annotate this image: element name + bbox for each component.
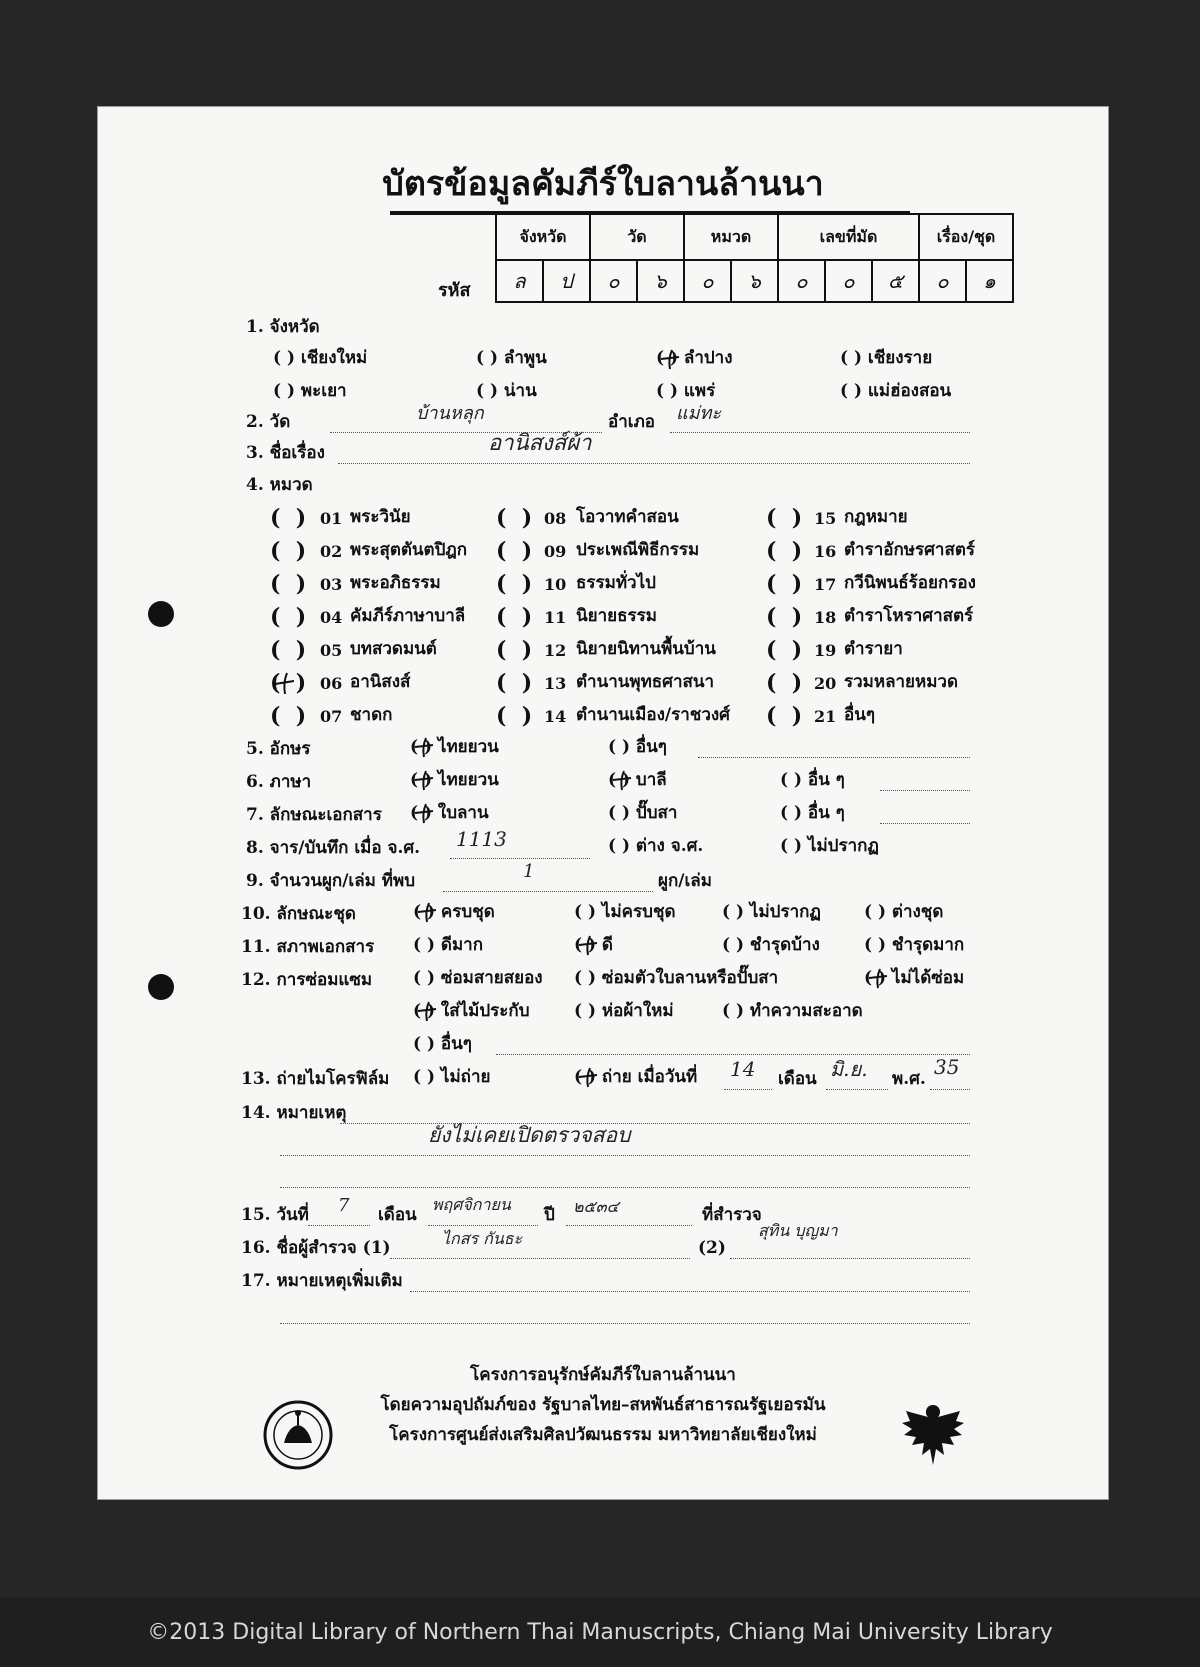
q4-item: ธรรมทั่วไป — [576, 573, 656, 593]
q4-no: 04 — [320, 608, 343, 627]
q5-line — [698, 757, 970, 758]
q1-option[interactable]: ( ) แม่ฮ่องสอน — [840, 381, 952, 401]
q10-option[interactable]: ( ) ไม่ครบชุด — [574, 902, 676, 922]
copyright-bar: ©2013 Digital Library of Northern Thai Manuscripts, Chiang Mai University Library — [0, 1598, 1200, 1667]
q3-title-value: อานิสงส์ผ้า — [488, 431, 592, 456]
q15-day-value: 7 — [338, 1195, 350, 1216]
code-header: เรื่อง/ชุด — [919, 214, 1013, 260]
q4-no: 10 — [544, 575, 567, 594]
code-label: รหัส — [438, 280, 471, 301]
q8-label: 8. จาร/บันทึก เมื่อ จ.ศ. — [246, 838, 421, 858]
q4-item: ประเพณีพิธีกรรม — [576, 540, 700, 560]
q16-label: 16. ชื่อผู้สำรวจ (1) — [241, 1238, 391, 1258]
code-cell: ๖ — [731, 260, 778, 302]
q9-unit: ผูก/เล่ม — [658, 871, 712, 891]
q4-item: พระวินัย — [350, 507, 411, 527]
q4-paren[interactable]: ( ) — [496, 637, 533, 663]
q8-option[interactable]: ( ) ไม่ปรากฏ — [780, 836, 879, 856]
q15-year-label: ปี — [544, 1205, 555, 1225]
q4-no: 19 — [814, 641, 837, 660]
code-cell: ๐ — [825, 260, 872, 302]
q4-paren[interactable]: ( ) — [270, 505, 307, 531]
q7-line — [880, 823, 970, 824]
q4-paren[interactable]: ( ) — [496, 703, 533, 729]
q12-option[interactable]: ( ) ซ่อมสายสยอง — [413, 968, 543, 988]
manuscript-data-card — [97, 106, 1109, 1500]
university-seal-logo — [262, 1399, 334, 1471]
q4-no: 06 — [320, 674, 343, 693]
code-cell: ๑ — [966, 260, 1013, 302]
code-cell: ๕ — [872, 260, 919, 302]
q4-item: ชาดก — [350, 705, 393, 725]
code-table — [495, 213, 1014, 303]
q4-item: อื่นๆ — [844, 705, 875, 725]
q16-surveyor2: สุทิน บุญมา — [758, 1221, 838, 1240]
q4-no: 21 — [814, 707, 837, 726]
q4-paren[interactable]: ( ) — [270, 604, 307, 630]
sponsor-line-3: โครงการศูนย์ส่งเสริมศิลปวัฒนธรรม มหาวิทยาลัยเชียงใหม่ — [389, 1425, 817, 1445]
q14-remark-value: ยังไม่เคยเปิดตรวจสอบ — [428, 1123, 631, 1147]
checkmark-icon — [412, 801, 436, 825]
q4-item: รวมหลายหมวด — [844, 672, 959, 692]
q10-option[interactable]: ( ) ต่างชุด — [864, 902, 944, 922]
q4-no: 05 — [320, 641, 343, 660]
q4-no: 13 — [544, 674, 567, 693]
punch-hole — [148, 601, 174, 627]
q4-item: ตำนานเมือง/ราชวงศ์ — [576, 705, 730, 725]
q4-paren[interactable]: ( ) — [766, 637, 803, 663]
q11-option[interactable]: ( ) ดี — [574, 935, 613, 955]
q15-month-line — [428, 1225, 538, 1226]
q15-year-value: ๒๕๓๔ — [573, 1197, 619, 1216]
q6-line — [880, 790, 970, 791]
q16-label-2: (2) — [698, 1238, 726, 1258]
checkmark-icon — [415, 999, 439, 1023]
q11-option[interactable]: ( ) ชำรุดมาก — [864, 935, 965, 955]
q11-option[interactable]: ( ) ชำรุดบ้าง — [722, 935, 820, 955]
q4-item: นิยายนิทานพื้นบ้าน — [576, 639, 716, 659]
q14-line — [280, 1155, 970, 1156]
code-header: หมวด — [684, 214, 778, 260]
q17-line — [280, 1323, 970, 1324]
q8-option[interactable]: ( ) ต่าง จ.ศ. — [608, 836, 704, 856]
q7-option[interactable]: ( ) อื่น ๆ — [780, 803, 845, 823]
code-cell: ป — [543, 260, 590, 302]
q4-no: 15 — [814, 509, 837, 528]
checkmark-icon — [610, 768, 634, 792]
q12-option[interactable]: ( ) อื่นๆ — [413, 1034, 472, 1054]
q11-label: 11. สภาพเอกสาร — [241, 937, 375, 957]
q4-paren[interactable]: ( ) — [270, 670, 307, 696]
sponsor-line-1: โครงการอนุรักษ์คัมภีร์ใบลานล้านนา — [470, 1365, 736, 1385]
q4-paren[interactable]: ( ) — [496, 538, 533, 564]
q4-no: 01 — [320, 509, 343, 528]
code-header: เลขที่มัด — [778, 214, 919, 260]
q3-line — [338, 463, 970, 464]
q1-option[interactable]: ( ) เชียงราย — [840, 348, 933, 368]
checkmark-icon — [412, 768, 436, 792]
q5-option[interactable]: ( ) อื่นๆ — [608, 737, 667, 757]
q4-no: 03 — [320, 575, 343, 594]
q10-label: 10. ลักษณะชุด — [241, 904, 356, 924]
q1-option[interactable]: ( ) ลำปาง — [656, 348, 733, 368]
q4-item: คัมภีร์ภาษาบาลี — [350, 606, 466, 626]
q9-count-value: 1 — [523, 861, 535, 882]
q4-no: 09 — [544, 542, 567, 561]
q12-option[interactable]: ( ) ซ่อมตัวใบลานหรือปั๊บสา — [574, 968, 779, 988]
q12-option[interactable]: ( ) ห่อผ้าใหม่ — [574, 1001, 674, 1021]
q4-paren[interactable]: ( ) — [766, 505, 803, 531]
german-eagle-logo — [898, 1399, 968, 1471]
code-cell: ล — [496, 260, 543, 302]
q4-item: พระอภิธรรม — [350, 573, 441, 593]
q4-paren[interactable]: ( ) — [766, 604, 803, 630]
q2-district-value: แม่ทะ — [676, 403, 721, 424]
q1-option[interactable]: ( ) เชียงใหม่ — [273, 348, 368, 368]
q4-paren[interactable]: ( ) — [496, 571, 533, 597]
q4-no: 20 — [814, 674, 837, 693]
q4-item: บทสวดมนต์ — [350, 639, 437, 659]
q4-no: 17 — [814, 575, 837, 594]
q4-paren[interactable]: ( ) — [766, 571, 803, 597]
q5-option[interactable]: ( ) ไทยยวน — [410, 737, 499, 757]
q7-label: 7. ลักษณะเอกสาร — [246, 805, 382, 825]
q2-district-label: อำเภอ — [608, 412, 655, 432]
q16-surveyor1: ไกสร กันธะ — [442, 1229, 523, 1248]
q4-no: 14 — [544, 707, 567, 726]
code-cell: ๖ — [637, 260, 684, 302]
q4-item: ตำราอักษรศาสตร์ — [844, 540, 975, 560]
checkmark-icon — [866, 966, 890, 990]
q1-label: 1. จังหวัด — [246, 317, 320, 337]
q4-no: 16 — [814, 542, 837, 561]
q13-year-label: พ.ศ. — [892, 1069, 926, 1089]
q10-option[interactable]: ( ) ไม่ปรากฏ — [722, 902, 821, 922]
q4-item: โอวาทคำสอน — [576, 507, 679, 527]
q15-suffix: ที่สำรวจ — [702, 1205, 762, 1225]
q13-day-line — [724, 1089, 772, 1090]
code-cell: ๐ — [778, 260, 825, 302]
code-cell: ๐ — [590, 260, 637, 302]
punch-hole — [148, 974, 174, 1000]
q16-line — [730, 1258, 970, 1259]
q4-paren[interactable]: ( ) — [496, 505, 533, 531]
checkmark-icon — [658, 347, 682, 371]
q4-paren[interactable]: ( ) — [270, 571, 307, 597]
q13-month-line — [826, 1089, 888, 1090]
q13-month-value: มิ.ย. — [830, 1057, 868, 1081]
q6-label: 6. ภาษา — [246, 772, 312, 792]
q5-label: 5. อักษร — [246, 739, 311, 759]
q1-option[interactable]: ( ) พะเยา — [273, 381, 347, 401]
checkmark-icon — [415, 900, 439, 924]
q4-no: 12 — [544, 641, 567, 660]
q4-no: 18 — [814, 608, 837, 627]
q13-year-value: 35 — [934, 1055, 960, 1079]
q1-option[interactable]: ( ) แพร่ — [656, 381, 716, 401]
q12-option[interactable]: ( ) ทำความสะอาด — [722, 1001, 863, 1021]
q2-label: 2. วัด — [246, 412, 291, 432]
q7-option[interactable]: ( ) ใบลาน — [410, 803, 489, 823]
q4-paren[interactable]: ( ) — [270, 538, 307, 564]
q12-line — [496, 1054, 970, 1055]
q6-option[interactable]: ( ) อื่น ๆ — [780, 770, 845, 790]
q8-line — [450, 858, 590, 859]
q15-day-line — [308, 1225, 370, 1226]
q6-option[interactable]: ( ) บาลี — [608, 770, 667, 790]
q4-paren[interactable]: ( ) — [766, 670, 803, 696]
q4-item: พระสุตตันตปิฎก — [350, 540, 468, 560]
q13-year-line — [930, 1089, 970, 1090]
q14-label: 14. หมายเหตุ — [241, 1103, 347, 1123]
q4-item: ตำรายา — [844, 639, 903, 659]
card-title: บัตรข้อมูลคัมภีร์ใบลานล้านนา — [382, 164, 824, 204]
code-cell: ๐ — [919, 260, 966, 302]
q6-option[interactable]: ( ) ไทยยวน — [410, 770, 499, 790]
q13-option[interactable]: ( ) ไม่ถ่าย — [413, 1067, 491, 1087]
q4-no: 08 — [544, 509, 567, 528]
q4-item: กฎหมาย — [844, 507, 908, 527]
q10-option[interactable]: ( ) ครบชุด — [413, 902, 495, 922]
q9-label: 9. จำนวนผูก/เล่ม ที่พบ — [246, 871, 415, 891]
q12-label: 12. การซ่อมแซม — [241, 970, 373, 990]
q4-no: 07 — [320, 707, 343, 726]
q13-month-label: เดือน — [778, 1069, 817, 1089]
q4-item: นิยายธรรม — [576, 606, 657, 626]
q16-line — [390, 1258, 690, 1259]
q4-paren[interactable]: ( ) — [766, 538, 803, 564]
checkmark-icon — [412, 735, 436, 759]
q15-label: 15. วันที่ — [241, 1205, 309, 1225]
checkmark-icon — [576, 933, 600, 957]
q12-option[interactable]: ( ) ไม่ได้ซ่อม — [864, 968, 965, 988]
q4-item: กวีนิพนธ์ร้อยกรอง — [844, 573, 976, 593]
q2-district-line — [670, 432, 970, 433]
q4-item: อานิสงส์ — [350, 672, 411, 692]
q9-line — [443, 891, 653, 892]
q1-option[interactable]: ( ) ลำพูน — [476, 348, 547, 368]
checkmark-icon — [272, 670, 298, 696]
q14-line — [280, 1187, 970, 1188]
q4-paren[interactable]: ( ) — [496, 604, 533, 630]
q3-label: 3. ชื่อเรื่อง — [246, 443, 325, 463]
code-header: จังหวัด — [496, 214, 590, 260]
q15-month-value: พฤศจิกายน — [432, 1195, 511, 1214]
q4-paren[interactable]: ( ) — [496, 670, 533, 696]
q1-option[interactable]: ( ) น่าน — [476, 381, 537, 401]
code-cell: ๐ — [684, 260, 731, 302]
code-header: วัด — [590, 214, 684, 260]
q4-no: 11 — [544, 608, 567, 627]
sponsor-line-2: โดยความอุปถัมภ์ของ รัฐบาลไทย–สหพันธ์สาธารณรัฐเยอรมัน — [380, 1395, 826, 1415]
q7-option[interactable]: ( ) ปั๊บสา — [608, 803, 678, 823]
q13-option[interactable]: ( ) ถ่าย เมื่อวันที่ — [574, 1067, 698, 1087]
q4-paren[interactable]: ( ) — [270, 703, 307, 729]
q12-option[interactable]: ( ) ใส่ไม้ประกับ — [413, 1001, 530, 1021]
q4-paren[interactable]: ( ) — [270, 637, 307, 663]
q13-day-value: 14 — [730, 1057, 756, 1081]
q15-month-label: เดือน — [378, 1205, 417, 1225]
checkmark-icon — [576, 1065, 600, 1089]
q4-item: ตำราโหราศาสตร์ — [844, 606, 974, 626]
q15-year-line — [566, 1225, 692, 1226]
q11-option[interactable]: ( ) ดีมาก — [413, 935, 484, 955]
q4-paren[interactable]: ( ) — [766, 703, 803, 729]
q17-label: 17. หมายเหตุเพิ่มเติม — [241, 1271, 403, 1291]
q4-item: ตำนานพุทธศาสนา — [576, 672, 715, 692]
q4-no: 02 — [320, 542, 343, 561]
q4-label: 4. หมวด — [246, 475, 313, 495]
q2-temple-value: บ้านหลุก — [416, 403, 484, 424]
q17-line — [410, 1291, 970, 1292]
q13-label: 13. ถ่ายไมโครฟิล์ม — [241, 1069, 390, 1089]
q8-year-value: 1113 — [456, 827, 507, 851]
